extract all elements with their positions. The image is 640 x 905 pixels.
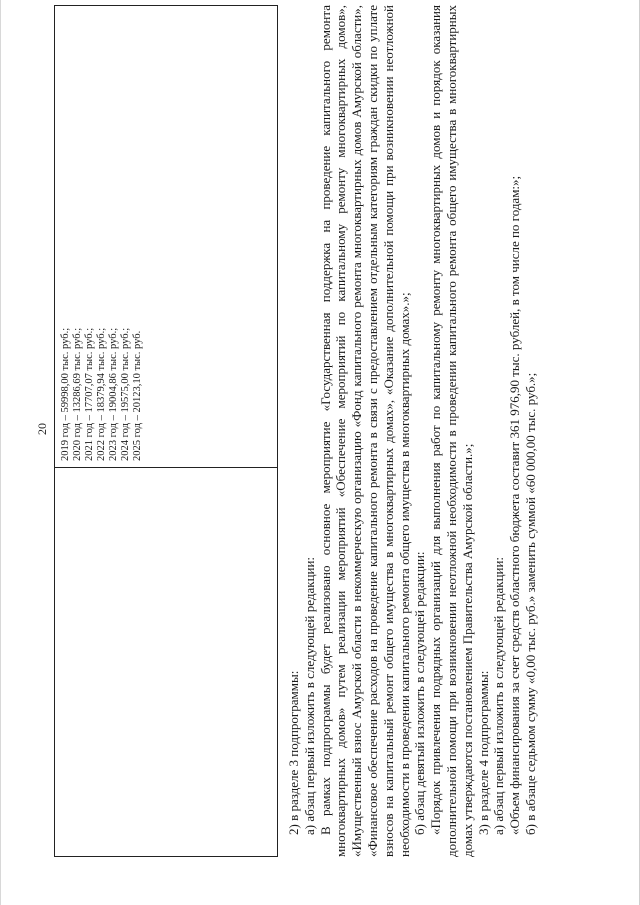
paragraph: б) абзац девятый изложить в следующей редакции:: [412, 551, 428, 835]
paragraph: 3) в разделе 4 подпрограммы:: [475, 670, 491, 835]
funding-line: 2023 год – 19004,86 тыс. руб.;: [108, 327, 119, 461]
paragraph: а) абзац первый изложить в следующей редакции:: [301, 556, 317, 835]
paragraph: «Порядок привлечения подрядных организаций для выполнения работ по капитальному ремонту многоквартирных домов и порядок оказания дополнительной помощи при возникновении неотложной необходимости в проведении капитального ремонта общего имущества в многоквартирных домах утверждаются постановлением Правительства Амурской области.»;: [428, 5, 475, 857]
table-border-top: [54, 5, 55, 857]
funding-by-year: [60, 261, 144, 461]
funding-line: 2022 год – 18379,94 тыс. руб.;: [96, 327, 107, 461]
funding-line: 2025 год – 20123,10 тыс. руб.: [132, 330, 143, 461]
paragraph: «Объем финансирования за счет средств областного бюджета составит 361 976,90 тыс. рублей, в том числе по годам:»;: [507, 175, 523, 835]
rotated-document: [50, 5, 590, 885]
table-column-divider: [54, 467, 278, 468]
funding-line: 2024 год – 19575,00 тыс. руб.;: [120, 327, 131, 461]
paragraph: а) абзац первый изложить в следующей редакции:: [491, 556, 507, 835]
amendment-text: [286, 5, 539, 857]
table-border-bottom: [277, 5, 278, 857]
page-number: 20: [35, 423, 49, 435]
funding-line: 2021 год – 17707,07 тыс. руб.;: [84, 327, 95, 461]
paragraph: б) в абзаце седьмом сумму «0,00 тыс. руб.» заменить суммой «60 000,00 тыс. руб.»;: [522, 372, 538, 835]
table-border-right: [54, 5, 278, 6]
table-border-left: [54, 856, 278, 857]
paragraph: В рамках подпрограммы будет реализовано основное мероприятие «Государственная поддержка на проведение капитального ремонта многоквартирных домов» путем реализации мероприятий «Обеспечение мероприятий по капитальному ремонту многоквартирных домов», «Имущественный взнос Амурской области в некоммерческую организацию «Фонд капитального ремонта многоквартирных домов Амурской области», «Финансовое обеспечение расходов на проведение капитального ремонта в связи с предоставлением отдельным категориям граждан скидки по уплате взносов на капитальный ремонт общего имущества в многоквартирных домах», «Оказание дополнительной помощи при возникновении неотложной необходимости в проведении капитального ремонта общего имущества в многоквартирных домах».»;: [317, 5, 412, 857]
document-sheet: [50, 5, 590, 885]
funding-table: [50, 5, 280, 885]
funding-line: 2019 год – 59998,00 тыс. руб.;: [60, 327, 71, 461]
funding-line: 2020 год – 13286,69 тыс. руб.;: [72, 327, 83, 461]
paragraph: 2) в разделе 3 подпрограммы:: [286, 670, 301, 835]
